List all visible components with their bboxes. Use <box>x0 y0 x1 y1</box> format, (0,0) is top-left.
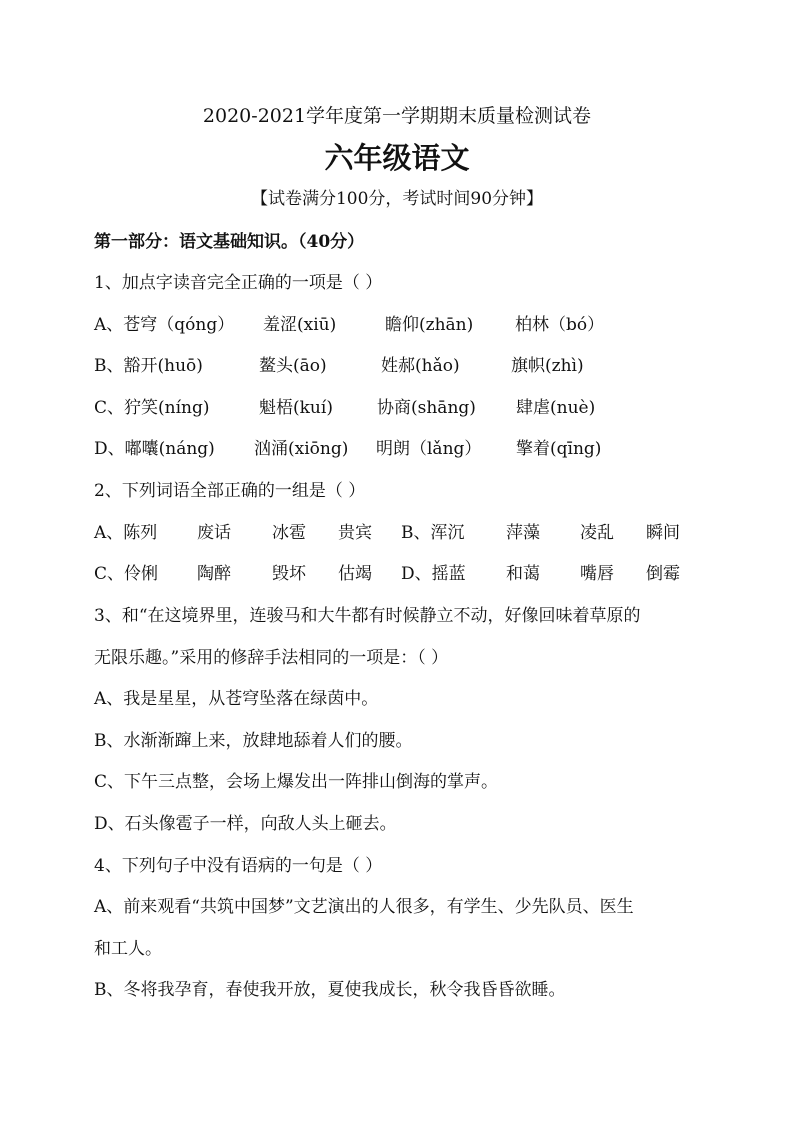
q1-option-b-4: 旗帜(zhì) <box>511 356 584 376</box>
q2-word: 和蔼 <box>506 564 540 584</box>
q4-stem: 4、下列句子中没有语病的一句是（ ） <box>94 856 383 876</box>
q2-word: C、伶俐 <box>94 564 159 584</box>
q2-word: 贵宾 <box>338 523 372 543</box>
q4-option-b: B、冬将我孕育，春使我开放，夏使我成长，秋令我昏昏欲睡。 <box>94 980 566 1000</box>
section-heading: 第一部分：语文基础知识。（40分） <box>94 232 365 252</box>
q1-option-d-2: 汹涌(xiōng) <box>254 439 349 459</box>
q4-option-a-line2: 和工人。 <box>94 939 162 959</box>
q2-word: 废话 <box>197 523 231 543</box>
q1-option-c-2: 魁梧(kuí) <box>259 398 333 418</box>
q1-option-d-4: 擎着(qīng) <box>516 439 602 459</box>
q2-word: 冰雹 <box>272 523 306 543</box>
q3-stem-line1: 3、和“在这境界里，连骏马和大牛都有时候静立不动，好像回味着草原的 <box>94 606 641 626</box>
subject-title: 六年级语文 <box>324 141 470 175</box>
q2-word: 倒霉 <box>646 564 680 584</box>
q1-option-b-1: B、豁开(huō) <box>94 356 203 376</box>
q1-option-d-3: 明朗（lǎng） <box>376 439 482 459</box>
q1-option-a-1: A、苍穹（qóng） <box>94 315 235 335</box>
q2-word: 估竭 <box>338 564 372 584</box>
q2-word: D、摇蓝 <box>401 564 466 584</box>
q1-option-a-4: 柏林（bó） <box>515 315 605 335</box>
q4-option-a-line1: A、前来观看“共筑中国梦”文艺演出的人很多，有学生、少先队员、医生 <box>94 897 634 917</box>
q3-stem-line2: 无限乐趣。”采用的修辞手法相同的一项是：（ ） <box>94 648 449 668</box>
exam-info: 【试卷满分100分，考试时间90分钟】 <box>250 189 544 209</box>
q1-option-a-3: 瞻仰(zhān) <box>385 315 474 335</box>
q1-option-b-2: 鳌头(āo) <box>259 356 327 376</box>
q2-word: A、陈列 <box>94 523 158 543</box>
q1-option-a-2: 羞涩(xiū) <box>263 315 337 335</box>
q1-option-c-4: 肆虐(nuè) <box>516 398 596 418</box>
q1-option-c-3: 协商(shāng) <box>377 398 476 418</box>
q2-word: 陶醉 <box>197 564 231 584</box>
exam-title: 2020-2021学年度第一学期期末质量检测试卷 <box>202 105 592 127</box>
q2-word: 毁坏 <box>272 564 306 584</box>
q3-option-d: D、石头像雹子一样，向敌人头上砸去。 <box>94 814 397 834</box>
q3-option-c: C、下午三点整，会场上爆发出一阵排山倒海的掌声。 <box>94 772 499 792</box>
q2-word: B、浑沉 <box>401 523 465 543</box>
q1-option-c-1: C、狞笑(níng) <box>94 398 210 418</box>
q2-word: 瞬间 <box>646 523 680 543</box>
q2-word: 凌乱 <box>580 523 614 543</box>
q1-stem: 1、加点字读音完全正确的一项是（ ） <box>94 273 383 293</box>
q2-stem: 2、下列词语全部正确的一组是（ ） <box>94 481 366 501</box>
q1-option-b-3: 姓郝(hǎo) <box>381 356 460 376</box>
q2-word: 嘴唇 <box>580 564 614 584</box>
q3-option-b: B、水渐渐蹿上来，放肆地舔着人们的腰。 <box>94 731 413 751</box>
q3-option-a: A、我是星星，从苍穹坠落在绿茵中。 <box>94 689 379 709</box>
q1-option-d-1: D、嘟囔(náng) <box>94 439 215 459</box>
q2-word: 萍藻 <box>506 523 540 543</box>
